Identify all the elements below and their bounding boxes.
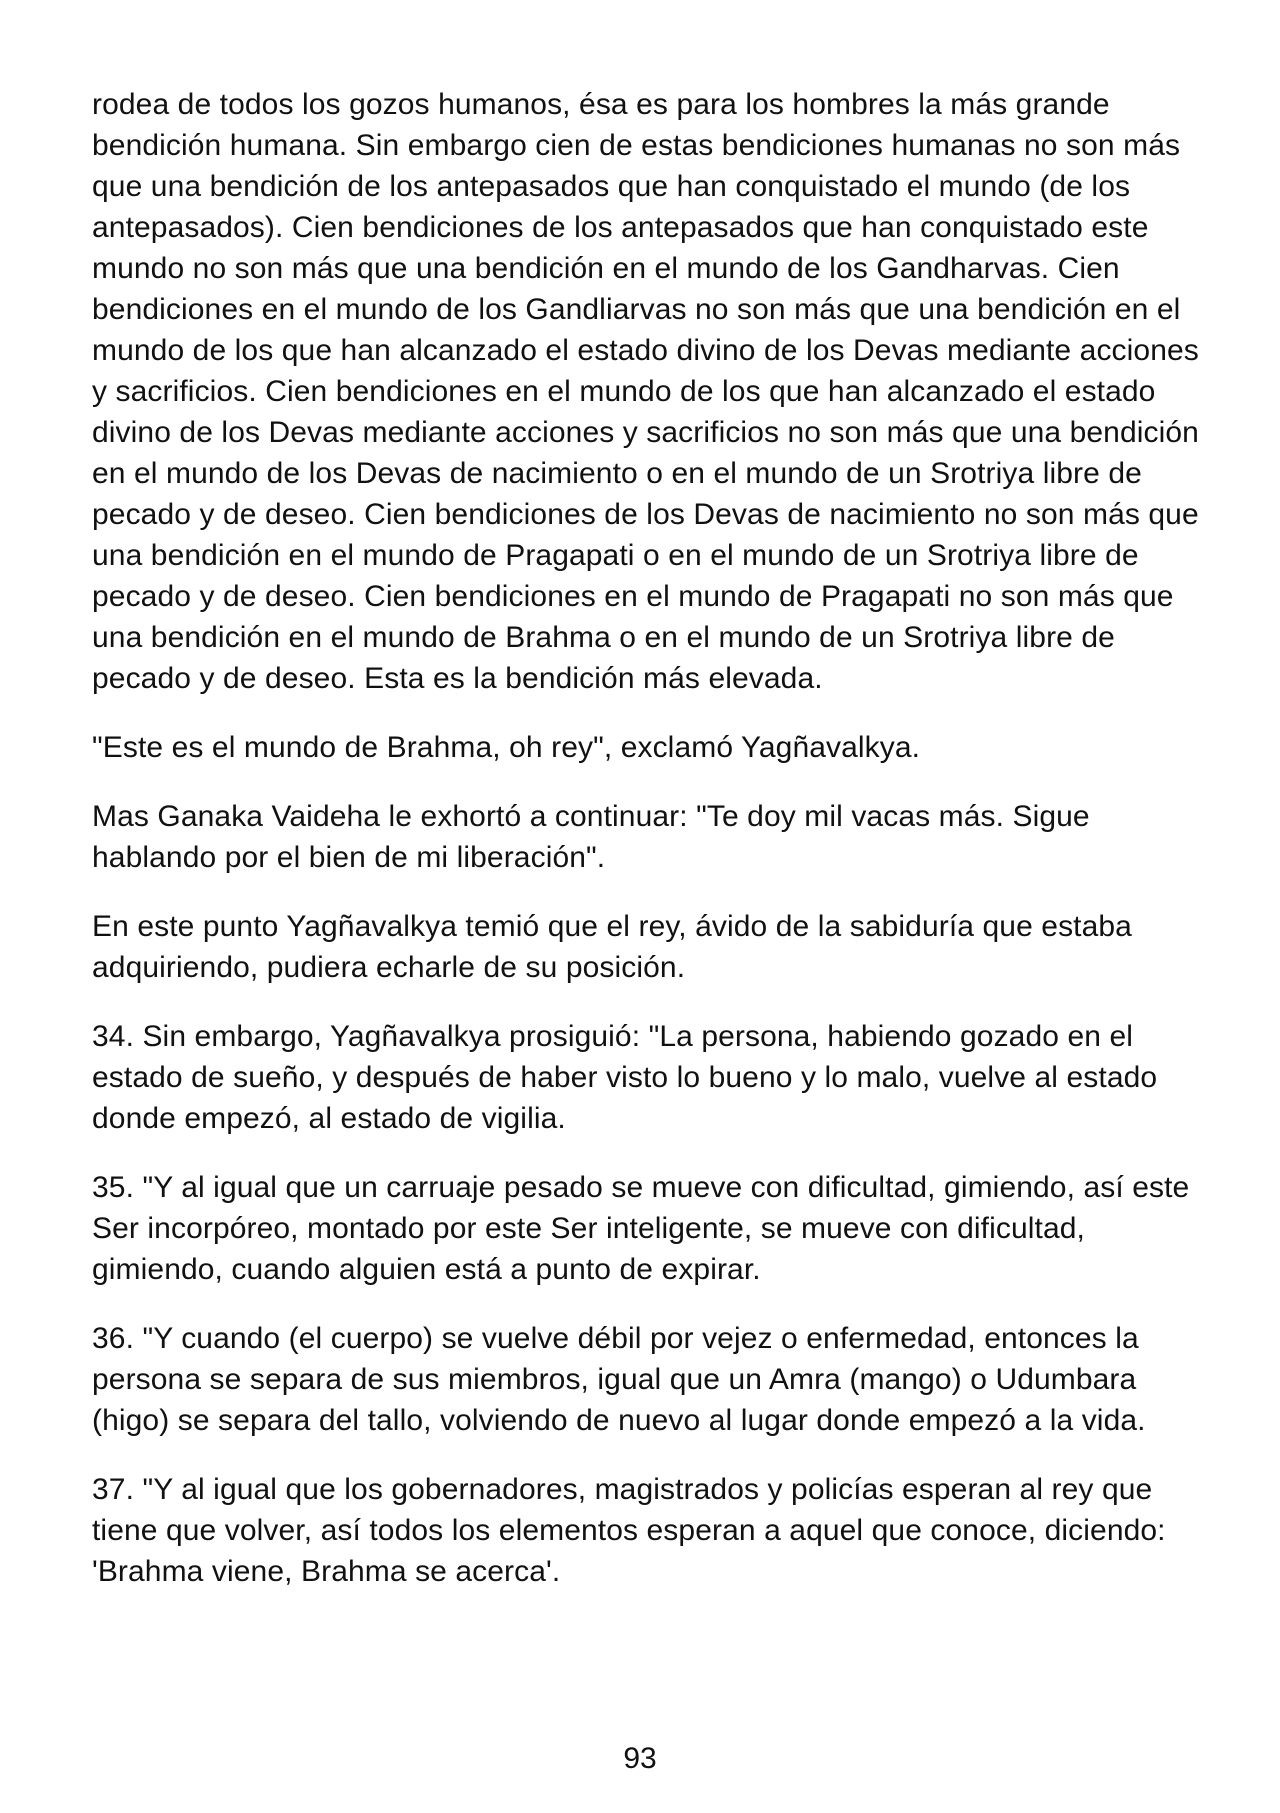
page-number: 93 xyxy=(623,1742,657,1775)
paragraph: "Este es el mundo de Brahma, oh rey", exclamó Yagñavalkya. xyxy=(92,731,921,764)
paragraph: En este punto Yagñavalkya temió que el rey, ávido de la sabiduría que estaba adquiriendo, pudiera echarle de su posición. xyxy=(92,910,1132,984)
paragraph: 37. "Y al igual que los gobernadores, magistrados y policías esperan al rey que tiene que volver, así todos los elementos esperan a aquel que conoce, diciendo: 'Brahma viene, Brahma se acerca'. xyxy=(92,1473,1166,1588)
paragraph: 34. Sin embargo, Yagñavalkya prosiguió: "La persona, habiendo gozado en el estado de sueño, y después de haber visto lo bueno y lo malo, vuelve al estado donde empezó, al estado de vigilia. xyxy=(92,1020,1158,1135)
page-body xyxy=(92,84,1202,1620)
paragraph: rodea de todos los gozos humanos, ésa es para los hombres la más grande bendición humana. Sin embargo cien de estas bendiciones humanas no son más que una bendición de los antepasados que han conquistado el mundo (de los antepasados). Cien bendiciones de los antepasados que han conquistado este mundo no son más que una bendición en el mundo de los Gandharvas. Cien bendiciones en el mundo de los Gandliarvas no son más que una bendición en el mundo de los que han alcanzado el estado divino de los Devas mediante acciones y sacrificios. Cien bendiciones en el mundo de los que han alcanzado el estado divino de los Devas mediante acciones y sacrificios no son más que una bendición en el mundo de los Devas de nacimiento o en el mundo de un Srotriya libre de pecado y de deseo. Cien bendiciones de los Devas de nacimiento no son más que una bendición en el mundo de Pragapati o en el mundo de un Srotriya libre de pecado y de deseo. Cien bendiciones en el mundo de Pragapati no son más que una bendición en el mundo de Brahma o en el mundo de un Srotriya libre de pecado y de deseo. Esta es la bendición más elevada. xyxy=(92,88,1199,695)
paragraph: 36. "Y cuando (el cuerpo) se vuelve débil por vejez o enfermedad, entonces la persona se separa de sus miembros, igual que un Amra (mango) o Udumbara (higo) se separa del tallo, volviendo de nuevo al lugar donde empezó a la vida. xyxy=(92,1322,1146,1437)
paragraph: 35. "Y al igual que un carruaje pesado se mueve con dificultad, gimiendo, así este Ser incorpóreo, montado por este Ser inteligente, se mueve con dificultad, gimiendo, cuando alguien está a punto de expirar. xyxy=(92,1171,1190,1286)
paragraph: Mas Ganaka Vaideha le exhortó a continuar: "Te doy mil vacas más. Sigue hablando por el bien de mi liberación". xyxy=(92,800,1090,874)
